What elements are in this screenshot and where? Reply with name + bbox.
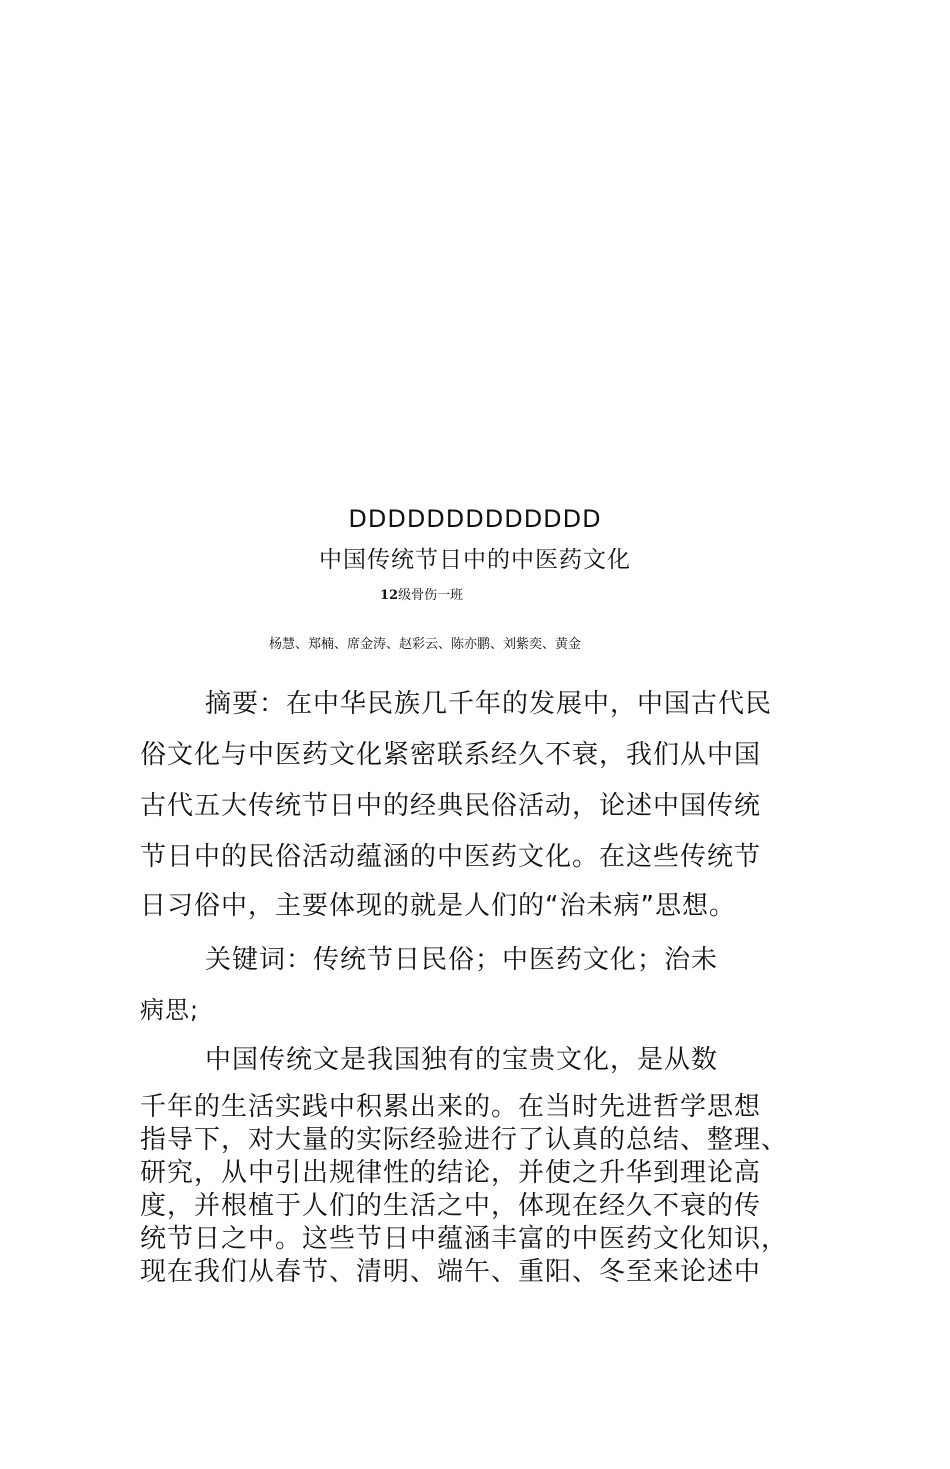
- body-line: 现在我们从春节、清明、端午、重阳、冬至来论述中: [140, 1257, 762, 1287]
- abstract-line: 摘要：在中华民族几千年的发展中，中国古代民: [205, 689, 773, 719]
- keywords-line: 关键词：传统节日民俗；中医药文化；治未: [205, 945, 719, 975]
- garbled-heading: DDDDDDDDDDDDD: [348, 505, 602, 533]
- body-line: 统节日之中。这些节日中蕴涵丰富的中医药文化知识，: [140, 1224, 789, 1254]
- class-number: 12: [380, 588, 399, 603]
- class-name: 级骨伤一班: [398, 588, 464, 603]
- body-line: 指导下，对大量的实际经验进行了认真的总结、整理、: [140, 1125, 789, 1155]
- body-line: 千年的生活实践中积累出来的。在当时先进哲学思想: [140, 1092, 762, 1122]
- class-line: [380, 584, 463, 603]
- body-line: 研究，从中引出规律性的结论，并使之升华到理论高: [140, 1158, 762, 1188]
- body-line: 中国传统文是我国独有的宝贵文化，是从数: [205, 1045, 719, 1075]
- abstract-line: 节日中的民俗活动蕴涵的中医药文化。在这些传统节: [140, 842, 762, 872]
- keywords-line: 病思;: [140, 996, 200, 1024]
- body-line: 度，并根植于人们的生活之中，体现在经久不衰的传: [140, 1191, 762, 1221]
- author-list: 杨慧、郑楠、席金涛、赵彩云、陈亦鹏、刘紫奕、黄金: [268, 637, 581, 652]
- page-title: 中国传统节日中的中医药文化: [319, 547, 631, 573]
- abstract-line: 俗文化与中医药文化紧密联系经久不衰，我们从中国: [140, 740, 762, 770]
- abstract-line: 日习俗中，主要体现的就是人们的“治未病”思想。: [140, 891, 736, 921]
- abstract-line: 古代五大传统节日中的经典民俗活动，论述中国传统: [140, 791, 762, 821]
